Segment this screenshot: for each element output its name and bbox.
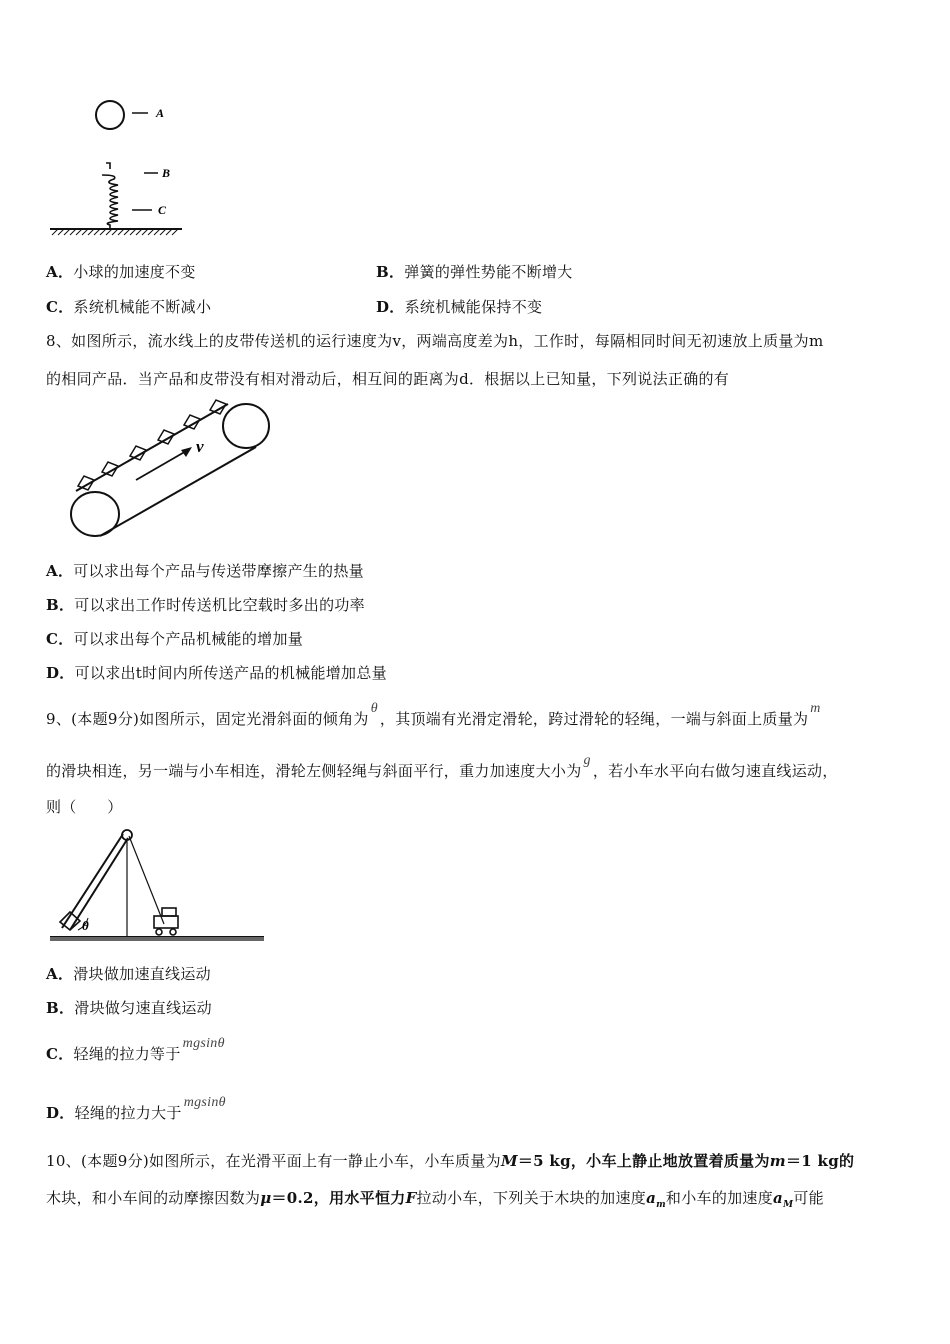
q7-option-d: D．系统机械能保持不变 [376, 298, 543, 316]
q9-option-a: A．滑块做加速直线运动 [46, 965, 211, 983]
q9-option-d: D．轻绳的拉力大于mgsinθ [46, 1095, 226, 1122]
q9-incline-figure [48, 826, 270, 948]
q8-stem-line1: 8、如图所示，流水线上的皮带传送机的运行速度为v，两端高度差为h，工作时，每隔相同时间无初速放上质量为m [46, 332, 824, 350]
q8-option-a: A．可以求出每个产品与传送带摩擦产生的热量 [46, 562, 364, 580]
q7-option-a: A．小球的加速度不变 [46, 263, 196, 281]
q10-stem-line1: 10、(本题9分)如图所示，在光滑平面上有一静止小车，小车质量为M＝5 kg，小车上静止地放置着质量为m＝1 kg的 [46, 1152, 855, 1170]
belt-top [76, 404, 228, 491]
belt-bottom [100, 447, 256, 536]
label-b: B [162, 166, 171, 180]
ball [96, 101, 124, 129]
label-a: A [156, 106, 165, 120]
q8-conveyor-figure [60, 396, 290, 546]
q7-option-c: C．系统机械能不断减小 [46, 298, 212, 316]
q9-stem-line1: 9、(本题9分)如图所示，固定光滑斜面的倾角为θ，其顶端有光滑定滑轮，跨过滑轮的轻绳，一端与斜面上质量为m [46, 701, 821, 728]
q10-stem-line2: 木块，和小车间的动摩擦因数为μ＝0.2，用水平恒力F拉动小车，下列关于木块的加速度$a_m$和小车的加速度$a_M$可能 [46, 1189, 824, 1210]
label-v: v [196, 437, 204, 456]
upper-roller [223, 404, 269, 448]
q8-option-b: B．可以求出工作时传送机比空载时多出的功率 [46, 596, 365, 614]
label-theta: θ [82, 918, 89, 933]
q7-figure [44, 95, 194, 240]
q9-stem-line3: 则（ ） [46, 798, 123, 816]
q9-option-c: C．轻绳的拉力等于mgsinθ [46, 1036, 225, 1063]
q9-stem-line2: 的滑块相连，另一端与小车相连，滑轮左侧轻绳与斜面平行，重力加速度大小为g，若小车水平向右做匀速直线运动， [46, 753, 838, 780]
incline-right [70, 838, 128, 930]
q8-stem-line2: 的相同产品．当产品和皮带没有相对滑动后，相互间的距离为d．根据以上已知量，下列说法正确的有 [46, 370, 730, 388]
rope-to-car [129, 836, 164, 924]
q9-option-b: B．滑块做匀速直线运动 [46, 999, 212, 1017]
q8-option-d: D．可以求出t时间内所传送产品的机械能增加总量 [46, 664, 387, 682]
label-c: C [158, 203, 167, 217]
q8-option-c: C．可以求出每个产品机械能的增加量 [46, 630, 304, 648]
spring [102, 163, 118, 229]
q7-option-b: B．弹簧的弹性势能不断增大 [376, 263, 573, 281]
cart [154, 908, 178, 935]
